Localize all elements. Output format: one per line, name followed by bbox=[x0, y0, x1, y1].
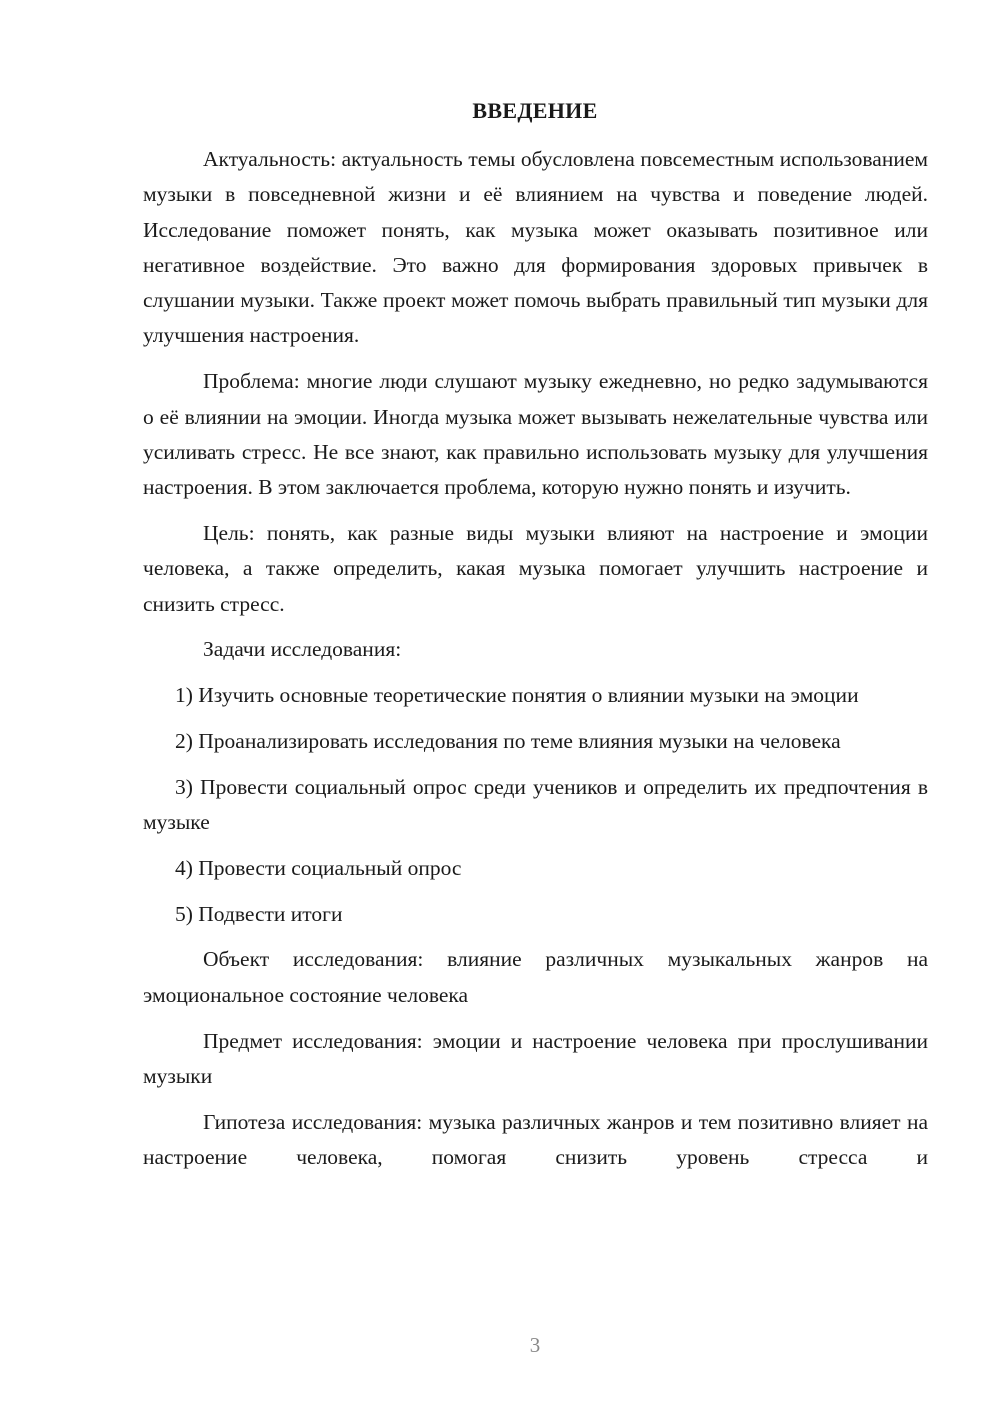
task-item: 1) Изучить основные теоретические понятия о влиянии музыки на эмоции bbox=[175, 683, 859, 708]
task-item: 5) Подвести итоги bbox=[175, 901, 343, 926]
paragraph-problem: Проблема: многие люди слушают музыку ежедневно, но редко задумываются о её влиянии на эмоции. Иногда музыка может вызывать нежелательные чувства или усиливать стресс. Не все знают, как правильно использовать музыку для улучшения настроения. В этом заключается проблема, которую нужно понять и изучить. bbox=[143, 369, 928, 500]
task-item: 2) Проанализировать исследования по теме влияния музыки на человека bbox=[175, 728, 841, 753]
paragraph-goal: Цель: понять, как разные виды музыки влияют на настроение и эмоции человека, а также определить, какая музыка помогает улучшить настроение и снизить стресс. bbox=[143, 520, 928, 616]
tasks-heading: Задачи исследования: bbox=[203, 637, 402, 662]
paragraph-object: Объект исследования: влияние различных музыкальных жанров на эмоциональное состояние человека bbox=[143, 947, 928, 1007]
body-text bbox=[143, 142, 928, 1186]
task-item: 4) Провести социальный опрос bbox=[175, 855, 462, 880]
task-item: 3) Провести социальный опрос среди учеников и определить их предпочтения в музыке bbox=[143, 774, 928, 835]
paragraph-hypothesis: Гипотеза исследования: музыка различных жанров и тем позитивно влияет на настроение человека, помогая снизить уровень стресса и bbox=[143, 1109, 928, 1169]
paragraph-subject: Предмет исследования: эмоции и настроение человека при прослушивании музыки bbox=[143, 1028, 928, 1088]
section-heading: ВВЕДЕНИЕ bbox=[472, 98, 598, 123]
page-number: 3 bbox=[529, 1333, 541, 1357]
paragraph-relevance: Актуальность: актуальность темы обусловлена повсеместным использованием музыки в повседневной жизни и её влиянием на чувства и поведение людей. Исследование поможет понять, как музыка может оказывать позитивное или негативное воздействие. Это важно для формирования здоровых привычек в слушании музыки. Также проект может помочь выбрать правильный тип музыки для улучшения настроения. bbox=[143, 147, 928, 348]
